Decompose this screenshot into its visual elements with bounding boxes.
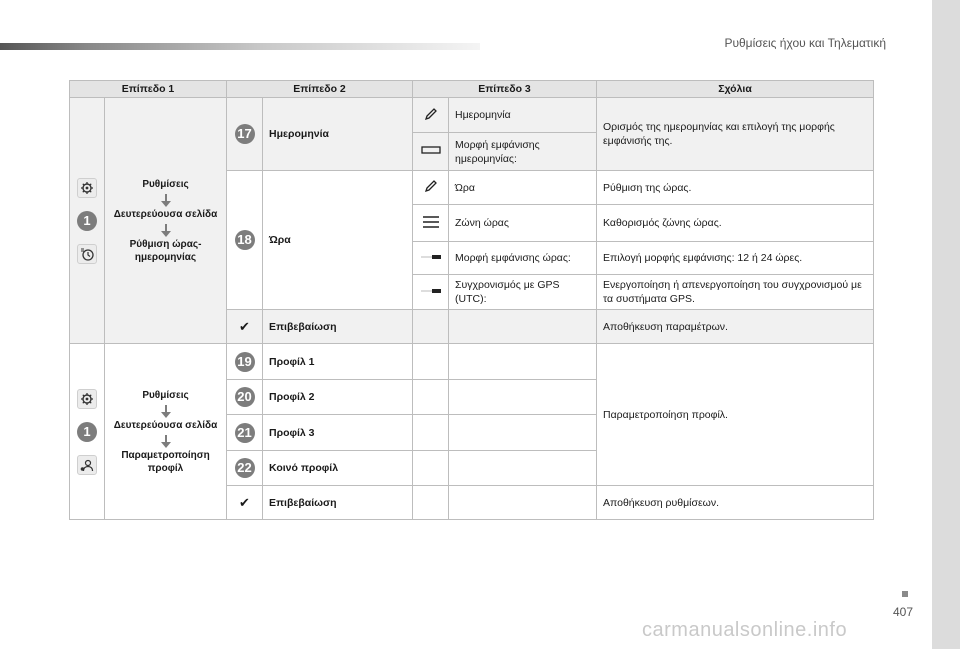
flow-step-2: Δευτερεύουσα σελίδα xyxy=(113,208,218,220)
item-number-badge: 18 xyxy=(235,230,255,250)
level1-icons xyxy=(70,98,105,344)
page-number: 407 xyxy=(892,605,914,619)
level3-label: Ώρα xyxy=(449,171,597,205)
check-icon: ✔ xyxy=(239,318,250,334)
arrow-down-icon xyxy=(165,194,167,202)
header-level-3: Επίπεδο 3 xyxy=(413,81,597,98)
gear-icon xyxy=(77,389,97,409)
toggle-icon xyxy=(420,287,442,295)
item-number-badge: 21 xyxy=(235,423,255,443)
flow-step-1: Ρυθμίσεις xyxy=(142,178,189,190)
format-bar-icon xyxy=(421,145,441,155)
level2-label: Ημερομηνία xyxy=(263,98,413,171)
comment-text: Αποθήκευση παραμέτρων. xyxy=(597,310,874,344)
comment-text: Αποθήκευση ρυθμίσεων. xyxy=(597,486,874,520)
level2-label: Προφίλ 1 xyxy=(263,344,413,380)
page-marker xyxy=(902,591,908,597)
level2-label: Κοινό προφίλ xyxy=(263,451,413,486)
item-number-badge: 19 xyxy=(235,352,255,372)
clock-icon xyxy=(77,244,97,264)
profile-icon xyxy=(77,455,97,475)
pencil-icon xyxy=(423,178,439,194)
level2-label: Προφίλ 2 xyxy=(263,380,413,415)
level3-label: Ζώνη ώρας xyxy=(449,205,597,242)
comment-text: Παραμετροποίηση προφίλ. xyxy=(597,344,874,486)
level2-label: Επιβεβαίωση xyxy=(263,486,413,520)
level3-label: Συγχρονισμός με GPS (UTC): xyxy=(449,275,597,310)
level2-label: Προφίλ 3 xyxy=(263,415,413,451)
comment-text: Επιλογή μορφής εμφάνισης: 12 ή 24 ώρες. xyxy=(597,242,874,275)
arrow-down-icon xyxy=(165,224,167,232)
toggle-icon xyxy=(420,253,442,261)
item-number-badge: 20 xyxy=(235,387,255,407)
comment-text: Ρύθμιση της ώρας. xyxy=(597,171,874,205)
page-title: Ρυθμίσεις ήχου και Τηλεματική xyxy=(724,36,886,50)
level2-label: Ώρα xyxy=(263,171,413,310)
comment-text: Καθορισμός ζώνης ώρας. xyxy=(597,205,874,242)
step-badge: 1 xyxy=(77,422,97,442)
level3-label: Μορφή εμφάνισης ημερομηνίας: xyxy=(449,133,597,171)
level1-flow xyxy=(105,98,227,344)
pencil-icon xyxy=(423,106,439,122)
level3-label: Ημερομηνία xyxy=(449,98,597,133)
flow-step-1: Ρυθμίσεις xyxy=(142,389,189,401)
flow-step-3: Ρύθμιση ώρας-ημερομηνίας xyxy=(129,238,202,263)
comment-text: Ορισμός της ημερομηνίας και επιλογή της μορφής εμφάνισής της. xyxy=(597,98,874,171)
arrow-down-icon xyxy=(165,405,167,413)
header-comments: Σχόλια xyxy=(597,81,874,98)
gear-icon xyxy=(77,178,97,198)
item-number-badge: 22 xyxy=(235,458,255,478)
side-tab-bar xyxy=(932,0,960,649)
settings-table xyxy=(69,80,874,520)
level1-flow xyxy=(105,344,227,520)
header-gradient-bar xyxy=(0,43,480,50)
list-icon xyxy=(422,215,440,229)
level3-label: Μορφή εμφάνισης ώρας: xyxy=(449,242,597,275)
check-icon: ✔ xyxy=(239,494,250,510)
header-level-2: Επίπεδο 2 xyxy=(227,81,413,98)
flow-step-2: Δευτερεύουσα σελίδα xyxy=(113,419,218,431)
header-level-1: Επίπεδο 1 xyxy=(70,81,227,98)
step-badge: 1 xyxy=(77,211,97,231)
level1-icons xyxy=(70,344,105,520)
item-number-badge: 17 xyxy=(235,124,255,144)
flow-step-3: Παραμετροποίηση προφίλ xyxy=(121,449,210,474)
comment-text: Ενεργοποίηση ή απενεργοποίηση του συγχρονισμού με τα συστήματα GPS. xyxy=(597,275,874,310)
watermark: carmanualsonline.info xyxy=(642,619,848,641)
level2-label: Επιβεβαίωση xyxy=(263,310,413,344)
arrow-down-icon xyxy=(165,435,167,443)
